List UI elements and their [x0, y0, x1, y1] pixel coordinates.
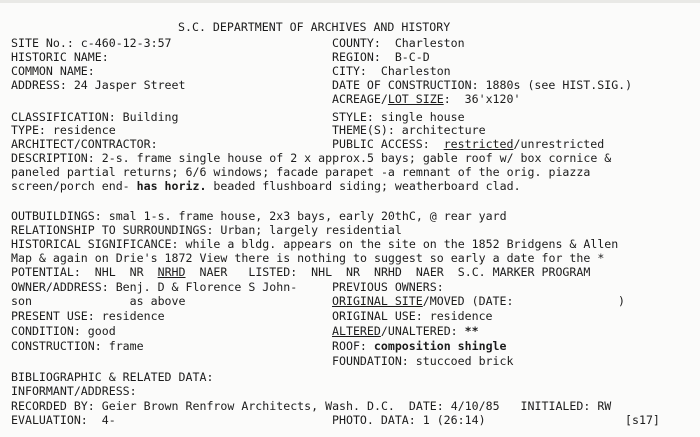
page-reference: [s17]	[625, 413, 660, 427]
historical-significance-line-1: HISTORICAL SIGNIFICANCE: while a bldg. appears on the site on the 1852 Bridgens & Allen	[11, 237, 619, 251]
type: TYPE: residence	[11, 123, 116, 137]
evaluation: EVALUATION: 4-	[11, 413, 116, 427]
date-of-construction: DATE OF CONSTRUCTION: 1880s (see HIST.SIG.)	[332, 78, 633, 92]
description-line-3	[11, 180, 521, 193]
outbuildings: OUTBUILDINGS: smal 1-s. frame house, 2x3 bays, early 20thC, @ rear yard	[11, 209, 507, 223]
description-line-2: paneled partial returns; 6/6 windows; facade parapet -a remnant of the orig. piazza	[11, 165, 591, 179]
region: REGION: B-C-D	[332, 50, 430, 64]
city: CITY: Charleston	[332, 64, 451, 78]
owner-address-line-1: OWNER/ADDRESS: Benj. D & Florence S John-	[11, 280, 298, 294]
unrestricted-option: /unrestricted	[513, 137, 605, 151]
recorded-by: RECORDED BY: Geier Brown Renfrow Architects, Wash. D.C. DATE: 4/10/85 INITIALED: RW	[11, 399, 612, 413]
roof	[332, 340, 507, 353]
historical-significance-line-2: Map & again on Drie's 1872 View there is nothing to suggest so early a date for the *	[11, 251, 605, 265]
potential-listed	[11, 266, 590, 279]
altered-selected: ALTERED	[332, 324, 381, 338]
foundation: FOUNDATION: stuccoed brick	[332, 354, 514, 368]
form-header: S.C. DEPARTMENT OF ARCHIVES AND HISTORY	[178, 20, 451, 34]
bibliographic-data: BIBLIOGRAPHIC & RELATED DATA:	[11, 370, 214, 384]
public-access	[332, 138, 604, 151]
scan-edge	[0, 0, 700, 3]
lot-size-value: : 36'x120'	[443, 92, 521, 106]
public-access-label: PUBLIC ACCESS:	[332, 137, 444, 151]
restricted-option: restricted	[443, 137, 514, 151]
condition: CONDITION: good	[11, 324, 116, 338]
acreage-label: ACREAGE/	[332, 92, 388, 106]
address: ADDRESS: 24 Jasper Street	[11, 78, 186, 92]
nrhd-selected: NRHD	[157, 265, 186, 279]
architect-contractor: ARCHITECT/CONTRACTOR:	[11, 137, 158, 151]
roof-value: composition shingle	[373, 339, 507, 353]
description-line-1: DESCRIPTION: 2-s. frame single house of 2 x approx.5 bays; gable roof w/ box cornice &	[11, 151, 612, 165]
site-no: SITE No.: c-460-12-3:57	[11, 36, 172, 50]
altered-note-mark: **	[464, 324, 479, 338]
description-line-3b: has horiz.	[136, 179, 207, 193]
moved-date-close: )	[618, 294, 625, 308]
roof-label: ROOF:	[332, 339, 374, 353]
historic-name: HISTORIC NAME:	[11, 50, 109, 64]
unaltered-label: /UNALTERED:	[380, 324, 465, 338]
owner-address-line-2: son as above	[11, 294, 186, 308]
original-use: ORIGINAL USE: residence	[332, 309, 493, 323]
present-use: PRESENT USE: residence	[11, 309, 165, 323]
original-site-selected: ORIGINAL SITE	[332, 294, 423, 308]
informant-address: INFORMANT/ADDRESS:	[11, 384, 137, 398]
themes: THEME(S): architecture	[332, 123, 486, 137]
previous-owners: PREVIOUS OWNERS:	[332, 280, 444, 294]
original-site-moved	[332, 295, 514, 308]
classification: CLASSIFICATION: Building	[11, 110, 179, 124]
style: STYLE: single house	[332, 110, 465, 124]
common-name: COMMON NAME:	[11, 64, 95, 78]
description-line-3c: beaded flushboard siding; weatherboard clad.	[206, 179, 521, 193]
county: COUNTY: Charleston	[332, 36, 465, 50]
description-line-3a: screen/porch end-	[11, 179, 137, 193]
potential-rest: NAER LISTED: NHL NR NRHD NAER S.C. MARKER PROGRAM	[185, 265, 591, 279]
moved-date-label: /MOVED (DATE:	[422, 294, 514, 308]
altered-unaltered	[332, 325, 479, 338]
photo-data: PHOTO. DATA: 1 (26:14)	[332, 413, 486, 427]
acreage-lot-size	[332, 93, 520, 106]
potential-label: POTENTIAL: NHL NR	[11, 265, 158, 279]
lot-size-label: LOT SIZE	[387, 92, 444, 106]
relationship-to-surroundings: RELATIONSHIP TO SURROUNDINGS: Urban; largely residential	[11, 223, 402, 237]
construction: CONSTRUCTION: frame	[11, 339, 144, 353]
